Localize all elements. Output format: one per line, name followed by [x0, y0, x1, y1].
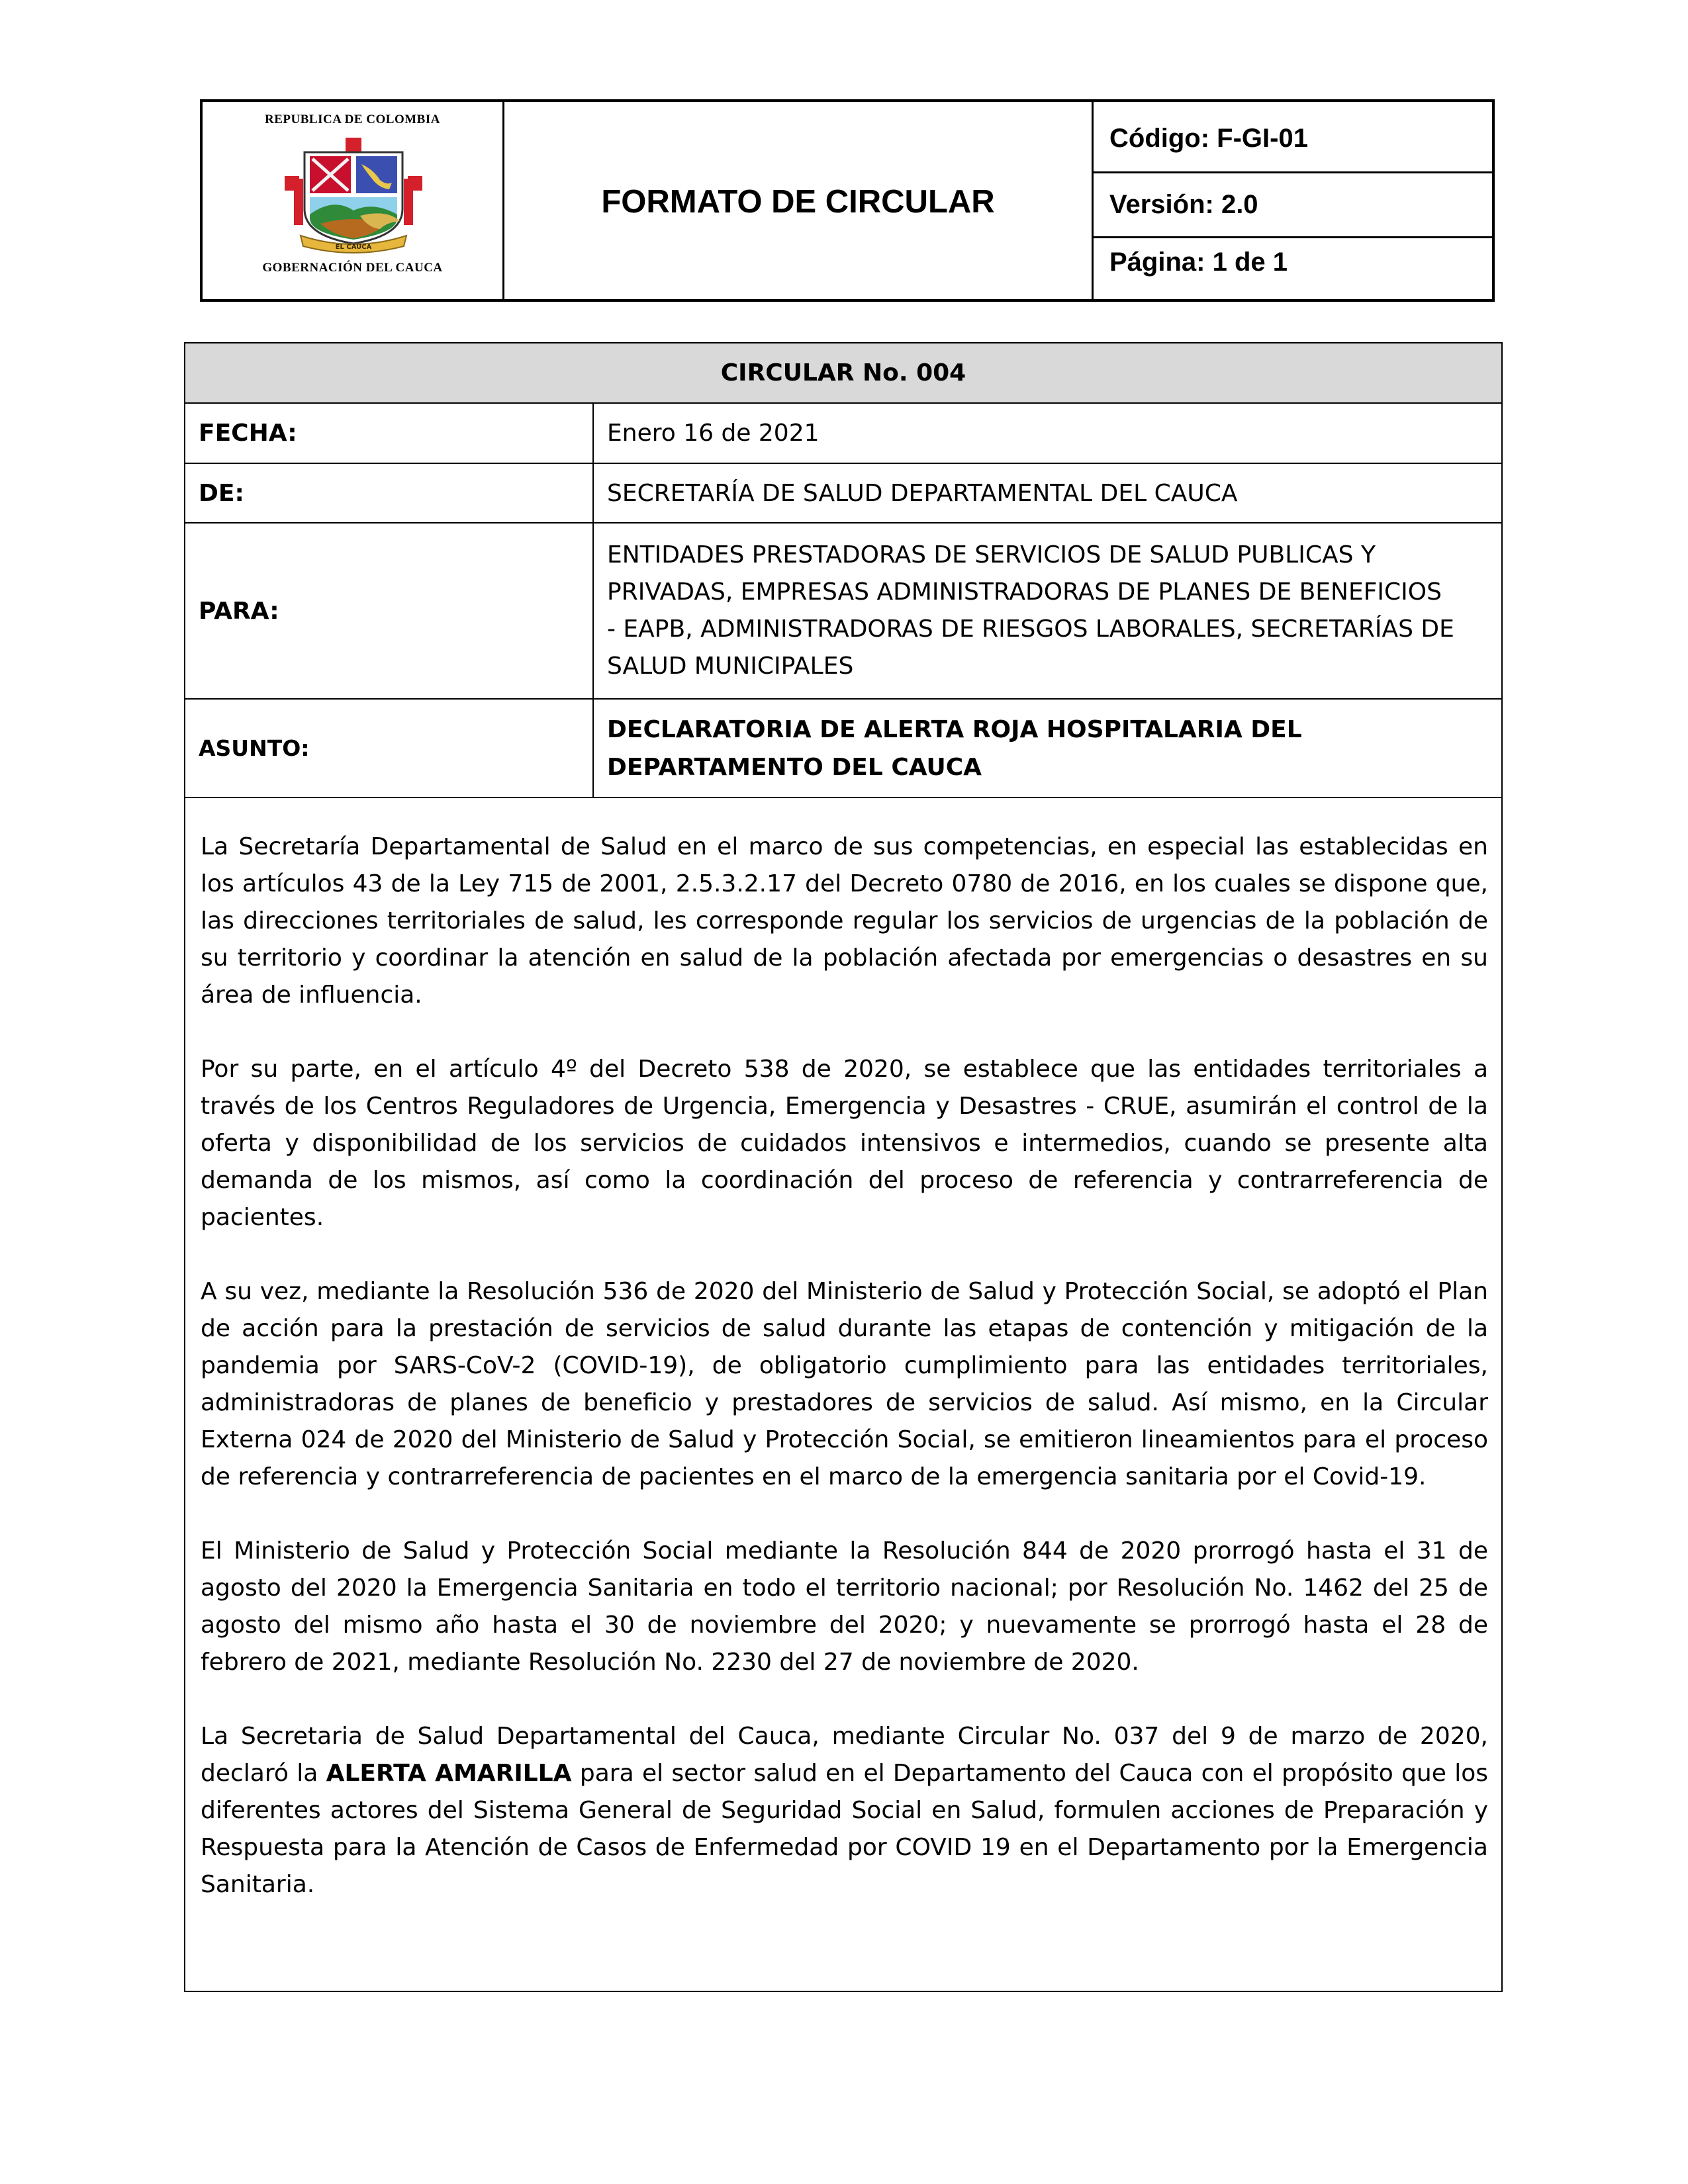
paragraph-4: El Ministerio de Salud y Protección Social mediante la Resolución 844 de 2020 prorrogó hasta el 31 de agosto del 2020 la Emergencia Sanitaria en todo el territorio nacional; por Resolución No. 1462 del 25 de agosto del mismo año hasta el 30 de noviembre del 2020; y nuevamente se prorrogó hasta el 28 de febrero de 2021, mediante Resolución No. 2230 del 27 de noviembre de 2020.	[201, 1537, 1488, 1676]
para-label: PARA:	[185, 523, 593, 699]
circular-info-table	[184, 342, 1503, 798]
page-label: Página: 1 de 1	[1109, 248, 1288, 277]
title-cell	[504, 102, 1094, 299]
asunto-value	[593, 699, 1502, 797]
paragraph-5	[201, 1718, 1488, 1903]
de-label: DE:	[185, 463, 593, 523]
para-row	[185, 523, 1502, 699]
para-line: PRIVADAS, EMPRESAS ADMINISTRADORAS DE PLANES DE BENEFICIOS	[607, 578, 1442, 606]
meta-cell	[1094, 102, 1492, 299]
ribbon-text: EL CAUCA	[335, 244, 372, 251]
paragraph-2: Por su parte, en el artículo 4º del Decreto 538 de 2020, se establece que las entidades territoriales a través de los Centros Reguladores de Urgencia, Emergencia y Desastres - CRUE, asumirán el control de la oferta y disponibilidad de los servicios de cuidados intensivos e intermedios, cuando se presente alta demanda de los mismos, así como la coordinación del proceso de referencia y contrarreferencia de pacientes.	[201, 1056, 1488, 1231]
asunto-row	[185, 699, 1502, 797]
de-row	[185, 463, 1502, 523]
circular-number: CIRCULAR No. 004	[185, 343, 1502, 403]
logo-cell	[203, 102, 504, 299]
fecha-value: Enero 16 de 2021	[593, 403, 1502, 463]
para-value	[593, 523, 1502, 699]
paragraph-3: A su vez, mediante la Resolución 536 de 2020 del Ministerio de Salud y Protección Social, se adoptó el Plan de acción para la prestación de servicios de salud durante las etapas de contención y mitigación de la pandemia por SARS-CoV-2 (COVID-19), de obligatorio cumplimiento para las entidades territoriales, administradoras de planes de beneficio y prestadores de servicios de salud. Así mismo, en la Circular Externa 024 de 2020 del Ministerio de Salud y Protección Social, se emitieron lineamientos para el proceso de referencia y contrarreferencia de pacientes en el marco de la emergencia sanitaria por el Covid-19.	[201, 1278, 1488, 1490]
body-content	[201, 829, 1488, 1940]
para-line: ENTIDADES PRESTADORAS DE SERVICIOS DE SALUD PUBLICAS Y	[607, 541, 1376, 569]
document-title: FORMATO DE CIRCULAR	[601, 184, 995, 220]
fecha-label: FECHA:	[185, 403, 593, 463]
asunto-line: DEPARTAMENTO DEL CAUCA	[607, 753, 982, 781]
fecha-row	[185, 403, 1502, 463]
para-line: - EAPB, ADMINISTRADORAS DE RIESGOS LABORALES, SECRETARÍAS DE	[607, 615, 1454, 643]
alert-level: ALERTA AMARILLA	[326, 1760, 572, 1787]
logo-top-text: REPUBLICA DE COLOMBIA	[265, 113, 440, 126]
de-value: SECRETARÍA DE SALUD DEPARTAMENTAL DEL CAUCA	[593, 463, 1502, 523]
para-line: SALUD MUNICIPALES	[607, 653, 854, 680]
asunto-line: DECLARATORIA DE ALERTA ROJA HOSPITALARIA DEL	[607, 715, 1302, 743]
paragraph-5-text: La Secretaria de Salud Departamental del Cauca, mediante Circular No. 037 del 9 de marzo de 2020, declaró la	[201, 1723, 1488, 1787]
document-header	[200, 99, 1495, 302]
coat-of-arms-icon	[281, 136, 426, 255]
circular-number-row	[185, 343, 1502, 403]
paragraph-1: La Secretaría Departamental de Salud en el marco de sus competencias, en especial las establecidas en los artículos 43 de la Ley 715 de 2001, 2.5.3.2.17 del Decreto 0780 de 2016, en los cuales se dispone que, las direcciones territoriales de salud, les corresponde regular los servicios de urgencias de la población de su territorio y coordinar la atención en salud de la población afectada por emergencias o desastres en su área de influencia.	[201, 833, 1488, 1009]
version-label: Versión: 2.0	[1094, 173, 1492, 238]
asunto-label: ASUNTO:	[185, 699, 593, 797]
logo-bottom-text: GOBERNACIÓN DEL CAUCA	[262, 261, 443, 275]
paragraph-5-text-end: para el sector salud en el Departamento del Cauca con el propósito que los diferentes actores del Sistema General de Seguridad Social en Salud, formulen acciones de Preparación y Respuesta para la Atención de Casos de Enfermedad por COVID 19 en el Departamento por la Emergencia Sanitaria.	[201, 1760, 1488, 1898]
code-label: Código: F-GI-01	[1094, 102, 1492, 173]
